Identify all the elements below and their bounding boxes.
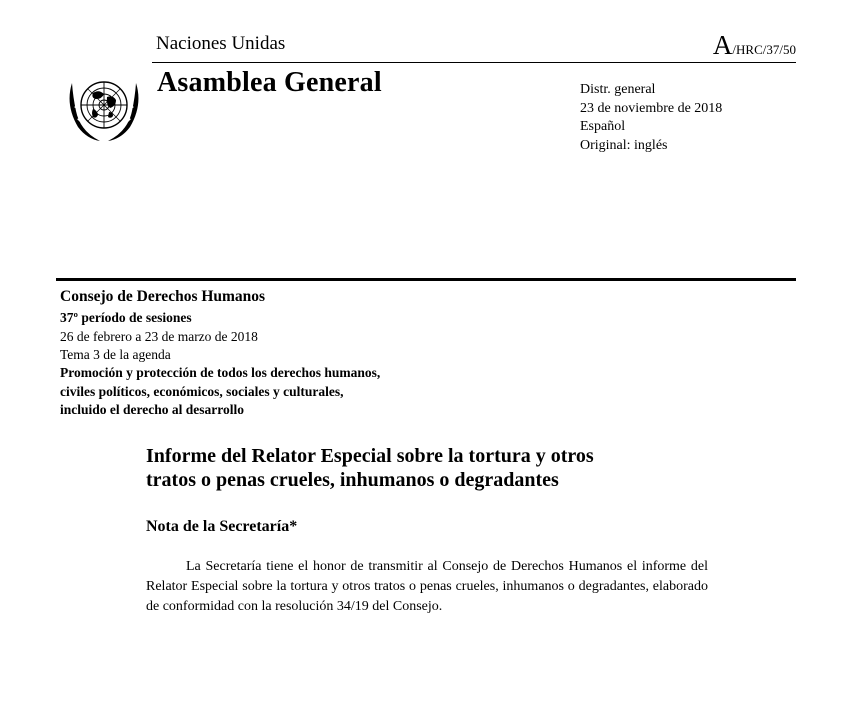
organization-name: Naciones Unidas: [156, 33, 286, 54]
agenda-title-line: civiles políticos, económicos, sociales y culturales,: [60, 383, 344, 399]
header-rule: [152, 62, 796, 63]
agenda-title: [60, 364, 380, 420]
agenda-title-line: incluido el derecho al desarrollo: [60, 402, 244, 417]
note-title: Nota de la Secretaría*: [146, 518, 298, 535]
distribution-type: Distr. general: [580, 82, 656, 97]
section-rule: [56, 278, 796, 281]
report-title-line: Informe del Relator Especial sobre la tortura y otros: [146, 445, 594, 467]
agenda-item: Tema 3 de la agenda: [60, 347, 171, 362]
un-emblem-icon: [63, 71, 145, 143]
distribution-block: [580, 81, 722, 155]
report-title-line: tratos o penas crueles, inhumanos o degradantes: [146, 469, 559, 491]
symbol-code: /HRC/37/50: [732, 42, 796, 57]
distribution-language: Español: [580, 119, 626, 134]
agenda-title-line: Promoción y protección de todos los derechos humanos,: [60, 365, 381, 380]
body-name: Asamblea General: [157, 67, 382, 98]
council-name: Consejo de Derechos Humanos: [60, 288, 266, 305]
session-dates: 26 de febrero a 23 de marzo de 2018: [60, 328, 258, 344]
distribution-date: 23 de noviembre de 2018: [580, 100, 723, 116]
session-number: 37º período de sesiones: [60, 310, 192, 325]
report-title: [146, 444, 594, 492]
document-symbol: [713, 30, 796, 65]
distribution-original: Original: inglés: [580, 137, 668, 153]
note-paragraph: La Secretaría tiene el honor de transmitir al Consejo de Derechos Humanos el informe del Relator Especial sobre la tortura y otros tratos o penas crueles, inhumanos o degradantes, elaborado de conformidad con la resolución 34/19 del Consejo.: [146, 559, 708, 614]
session-block: [60, 309, 258, 365]
symbol-letter: A: [712, 30, 733, 60]
